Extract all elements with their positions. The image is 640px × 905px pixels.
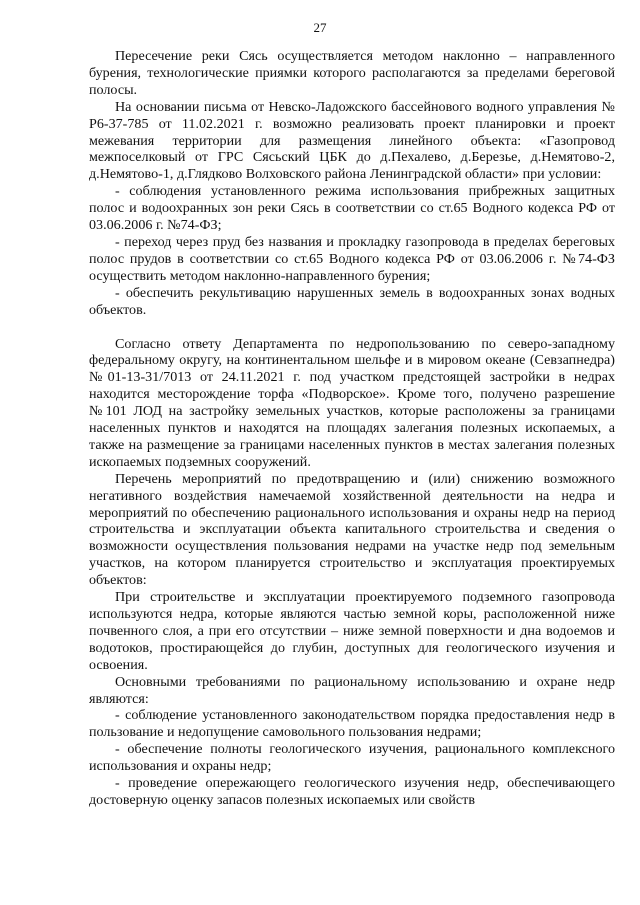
page-number: 27 bbox=[313, 20, 327, 35]
paragraph-requirement-completeness: - обеспечение полноты геологического изучения, рационального комплексного использования и охраны недр; bbox=[89, 741, 615, 775]
document-body bbox=[89, 48, 615, 809]
paragraph-condition-recultivation: - обеспечить рекультивацию нарушенных земель в водоохранных зонах водных объектов. bbox=[89, 284, 615, 318]
paragraph-condition-pond-crossing: - переход через пруд без названия и прокладку газопровода в пределах береговых полос прудов в соответствии со ст.65 Водного кодекса РФ от 03.06.2006 г. №74-ФЗ осуществить методом наклонно-направленного бурения; bbox=[89, 233, 615, 284]
paragraph-measures-list: Перечень мероприятий по предотвращению и (или) снижению возможного негативного воздействия намечаемой хозяйственной деятельности на недра и мероприятий по обеспечению рационального использования и охраны недр на период строительства и эксплуатации объекта капитального строительства и сведения о возможности осуществления пользования недрами на участке недр под земельным участков, на котором планируется строительство и эксплуатация проектируемых объектов: bbox=[89, 470, 615, 589]
paragraph-requirement-procedure: - соблюдение установленного законодательством порядка предоставления недр в пользование и недопущение самовольного пользования недрами; bbox=[89, 707, 615, 741]
paragraph-requirement-advance-study: - проведение опережающего геологического изучения недр, обеспечивающего достоверную оценку запасов полезных ископаемых или свойств bbox=[89, 775, 615, 808]
paragraph-subsoil-usage: При строительстве и эксплуатации проектируемого подземного газопровода используются недра, которые являются частью земной коры, расположенной ниже почвенного слоя, а при его отсутствии – ниже земной поверхности и дна водоемов и водотоков, простирающейся до глубин, доступных для геологического изучения и освоения. bbox=[89, 589, 615, 673]
paragraph-main-requirements: Основными требованиями по рациональному использованию и охране недр являются: bbox=[89, 673, 615, 707]
paragraph-subsoil-department: Согласно ответу Департамента по недропользованию по северо-западному федеральному округу, на континентальном шельфе и в мировом океане (Севзапнедра) №01-13-31/7013 от 24.11.2021 г. под участком предстоящей застройки в недрах находится месторождение торфа «Подворское». Кроме того, получено разрешение №101 ЛОД на застройку земельных участков, которые расположены за границами населенных пунктов и находятся на площадях залегания полезных ископаемых, а также на размещение за границами населенных пунктов в местах залегания полезных ископаемых подземных сооружений. bbox=[89, 335, 615, 470]
paragraph-water-authority-letter: На основании письма от Невско-Ладожского бассейнового водного управления № Р6-37-785 от 11.02.2021 г. возможно реализовать проект планировки и проект межевания территории для размещения линейного объекта: «Газопровод межпоселковый от ГРС Сясьский ЦБК до д.Пехалево, д.Березье, д.Немятово-2, д.Немятово-1, д.Глядково Волховского района Ленинградской области» при условии: bbox=[89, 98, 615, 183]
paragraph-river-crossing: Пересечение реки Сясь осуществляется методом наклонно – направленного бурения, технологические приямки которого располагаются за пределами береговой полосы. bbox=[89, 48, 615, 98]
paragraph-condition-protection-zones: - соблюдения установленного режима использования прибрежных защитных полос и водоохранных зон реки Сясь в соответствии со ст.65 Водного кодекса РФ от 03.06.2006 г. №74-ФЗ; bbox=[89, 183, 615, 234]
blank-line bbox=[89, 319, 615, 336]
